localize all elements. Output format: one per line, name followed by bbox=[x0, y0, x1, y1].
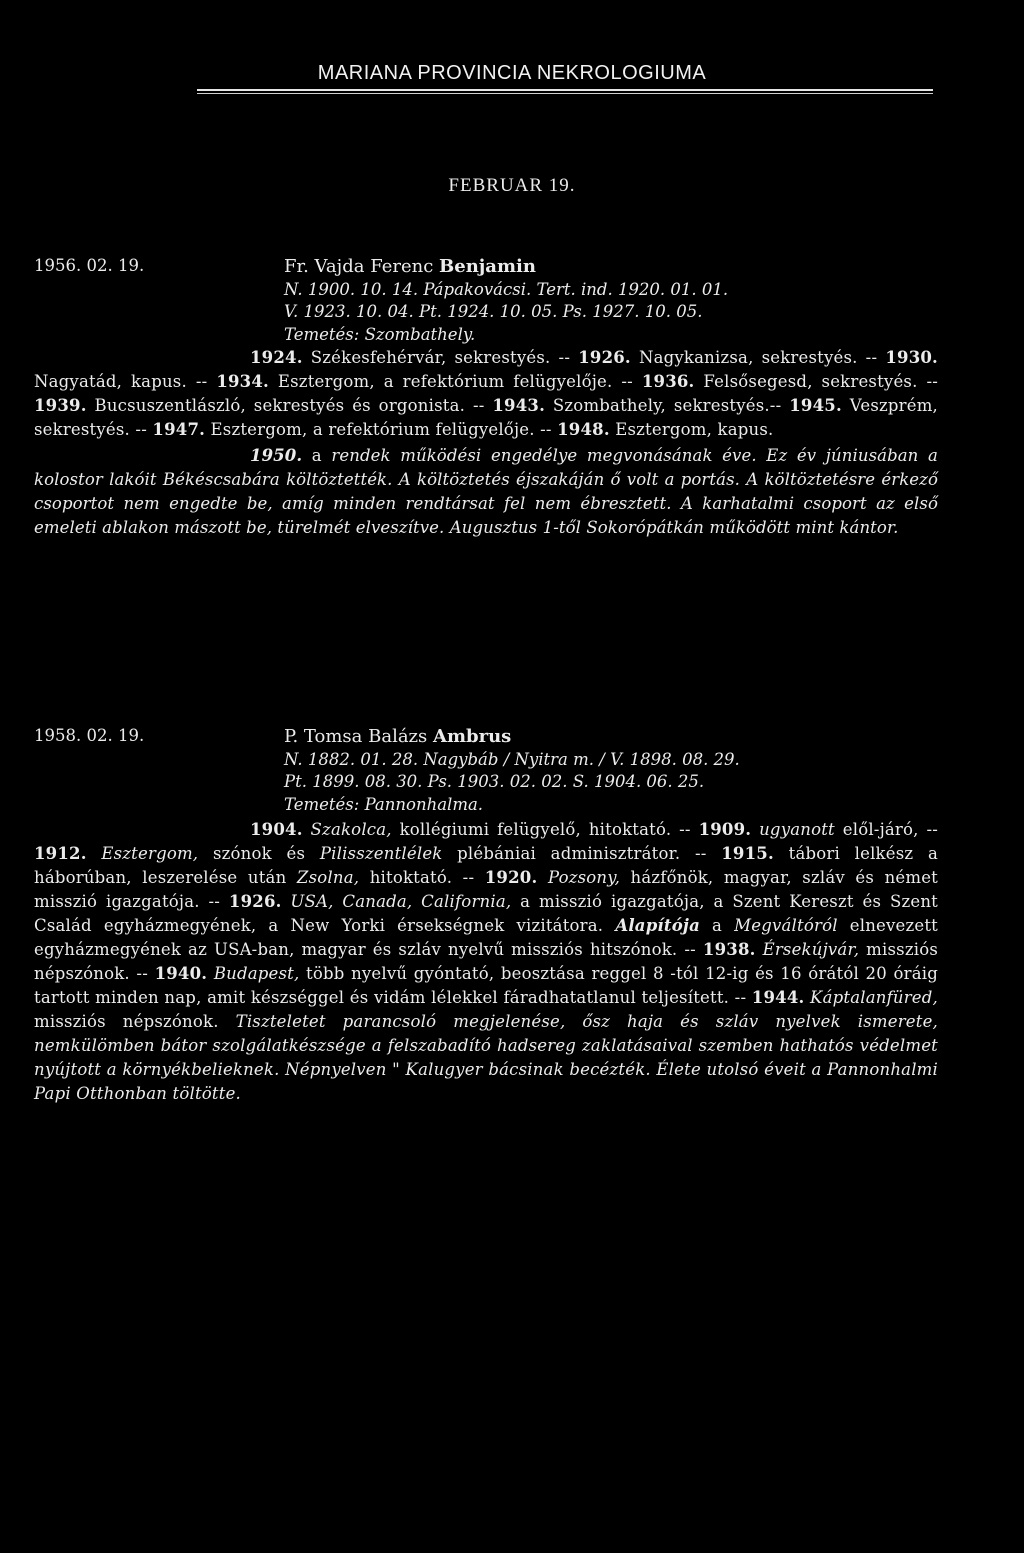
entry-burial: Temetés: Szombathely. bbox=[284, 324, 476, 344]
header-rule bbox=[197, 89, 933, 91]
body-text: Székesfehérvár, sekrestyés. -- bbox=[302, 348, 579, 367]
page-date: FEBRUAR 19. bbox=[448, 175, 576, 196]
year-marker: 1943. bbox=[492, 396, 546, 415]
year-marker: 1936. bbox=[641, 372, 695, 391]
entry-head bbox=[284, 726, 938, 816]
body-text: plébániai adminisztrátor. -- bbox=[442, 844, 722, 863]
italic-text: rendek működési engedélye megvonásának éve. Ez év júniusában a kolostor lakóit Békéscsabára költöztették. A költöztetés éjszakáján ő volt a portás. A költöztetésre érkező csoportot nem engedte be, amíg minden rendtársat fel nem ébresztett. A karhatalmi csoport az első emeleti ablakon mászott be, türelmét elveszítve. Augusztus 1-től Sokorópátkán működött mint kántor. bbox=[34, 446, 938, 537]
italic-text: Zsolna, bbox=[296, 868, 360, 887]
italic-text: Esztergom, bbox=[101, 844, 199, 863]
entry-body-note bbox=[34, 444, 938, 540]
year-marker: 1924. bbox=[250, 348, 303, 367]
entry-head bbox=[284, 256, 938, 346]
year-marker: 1926. bbox=[228, 892, 282, 911]
entry-date: 1956. 02. 19. bbox=[34, 256, 145, 275]
body-text bbox=[537, 868, 548, 887]
year-marker: 1909. bbox=[698, 820, 752, 839]
body-text: a bbox=[302, 446, 332, 465]
body-text: Bucsuszentlászló, sekrestyés és orgonista. -- bbox=[86, 396, 493, 415]
year-marker: 1930. bbox=[885, 348, 938, 367]
body-text: több nyelvű gyóntató, beosztása reggel 8 -tól 12-ig és 16 órától 20 óráig tartott minden nap, amit készséggel és vidám lélekkel fáradhatatlanul teljesített. -- bbox=[34, 964, 939, 1007]
italic-text: Pozsony, bbox=[547, 868, 621, 887]
body-text: missziós népszónok. -- bbox=[34, 940, 938, 983]
entry-name bbox=[284, 726, 938, 749]
italic-text: Káptalanfüred, bbox=[810, 988, 938, 1007]
body-text: szónok és bbox=[198, 844, 320, 863]
body-text: Nagyatád, kapus. -- bbox=[34, 372, 217, 391]
year-marker: 1939. bbox=[34, 396, 87, 415]
year-marker: 1938. bbox=[702, 940, 756, 959]
body-text bbox=[751, 820, 759, 839]
body-text bbox=[303, 820, 311, 839]
year-marker: 1920. bbox=[484, 868, 538, 887]
body-text: elől-járó, -- bbox=[834, 820, 939, 839]
body-text: Szombathely, sekrestyés.-- bbox=[545, 396, 790, 415]
body-text: Esztergom, a refektórium felügyelője. -- bbox=[268, 372, 642, 391]
body-text: elnevezett egyházmegyének az USA-ban, magyar és szláv nyelvű missziós hitszónok. -- bbox=[34, 916, 938, 959]
name-religious: Benjamin bbox=[439, 256, 536, 277]
year-marker: 1934. bbox=[216, 372, 269, 391]
body-text: Felsősegesd, sekrestyés. -- bbox=[694, 372, 938, 391]
body-text: tábori lelkész a háborúban, leszerelése után bbox=[34, 844, 939, 887]
italic-text: Megváltóról bbox=[734, 916, 838, 935]
header-rule-thin bbox=[197, 93, 933, 94]
year-marker: 1947. bbox=[152, 420, 206, 439]
body-text bbox=[756, 940, 763, 959]
italic-text: Budapest, bbox=[213, 964, 300, 983]
entry-1 bbox=[34, 256, 938, 540]
year-marker: 1944. bbox=[751, 988, 805, 1007]
year-marker: 1904. bbox=[250, 820, 303, 839]
italic-text: USA, Canada, California, bbox=[290, 892, 512, 911]
entry-vitals-1: N. 1900. 10. 14. Pápakovácsi. Tert. ind. 1920. 01. 01. bbox=[284, 279, 729, 299]
entry-2 bbox=[34, 726, 938, 1106]
body-text bbox=[207, 964, 214, 983]
body-text: kollégiumi felügyelő, hitoktató. -- bbox=[391, 820, 699, 839]
entry-burial: Temetés: Pannonhalma. bbox=[284, 794, 484, 814]
year-marker: 1950. bbox=[250, 446, 303, 465]
italic-text: ugyanott bbox=[759, 820, 835, 839]
entry-body bbox=[34, 818, 938, 1106]
italic-text: Szakolca, bbox=[310, 820, 392, 839]
entry-body bbox=[34, 346, 938, 442]
body-text: a bbox=[699, 916, 735, 935]
entry-name bbox=[284, 256, 938, 279]
entry-vitals-2: Pt. 1899. 08. 30. Ps. 1903. 02. 02. S. 1904. 06. 25. bbox=[284, 772, 705, 791]
body-text: missziós népszónok. bbox=[34, 1012, 236, 1031]
name-religious: Ambrus bbox=[433, 726, 512, 747]
year-marker: 1948. bbox=[557, 420, 610, 439]
body-text: hitoktató. -- bbox=[359, 868, 485, 887]
year-marker: 1940. bbox=[154, 964, 208, 983]
entry-vitals-2: V. 1923. 10. 04. Pt. 1924. 10. 05. Ps. 1927. 10. 05. bbox=[284, 302, 703, 321]
page-header: MARIANA PROVINCIA NEKROLOGIUMA bbox=[317, 62, 707, 84]
italic-text: Pilisszentlélek bbox=[319, 844, 443, 863]
entry-date: 1958. 02. 19. bbox=[34, 726, 145, 745]
body-text: Nagykanizsa, sekrestyés. -- bbox=[630, 348, 886, 367]
emphasis-text: Alapítója bbox=[615, 916, 700, 935]
year-marker: 1926. bbox=[578, 348, 631, 367]
name-prefix: P. Tomsa Balázs bbox=[284, 726, 428, 747]
body-text: Esztergom, kapus. bbox=[609, 420, 774, 439]
body-text: házfőnök, magyar, szláv és német misszió igazgatója. -- bbox=[34, 868, 938, 911]
year-marker: 1945. bbox=[789, 396, 842, 415]
entry-vitals-1: N. 1882. 01. 28. Nagybáb / Nyitra m. / V. 1898. 08. 29. bbox=[284, 749, 740, 769]
italic-text: Érsekújvár, bbox=[762, 940, 860, 959]
name-prefix: Fr. Vajda Ferenc bbox=[284, 256, 434, 277]
body-text: Esztergom, a refektórium felügyelője. -- bbox=[205, 420, 558, 439]
italic-text: Tiszteletet parancsoló megjelenése, ősz haja és szláv nyelvek ismerete, nemkülömben bátor szolgálatkészsége a felszabadító hadsereg zaklatásaival szemben hathatós védelmet nyújtott a környékbelieknek. Népnyelven " Kalugyer bácsinak becézték. Élete utolsó éveit a Pannonhalmi Papi Otthonban töltötte. bbox=[34, 1012, 939, 1103]
body-text bbox=[87, 844, 102, 863]
year-marker: 1915. bbox=[721, 844, 774, 863]
year-marker: 1912. bbox=[34, 844, 87, 863]
body-text: Veszprém, sekrestyés. -- bbox=[34, 396, 938, 439]
body-text: a misszió igazgatója, a Szent Kereszt és Szent Család egyházmegyének, a New Yorki érsekségnek vizitátora. bbox=[34, 892, 938, 935]
